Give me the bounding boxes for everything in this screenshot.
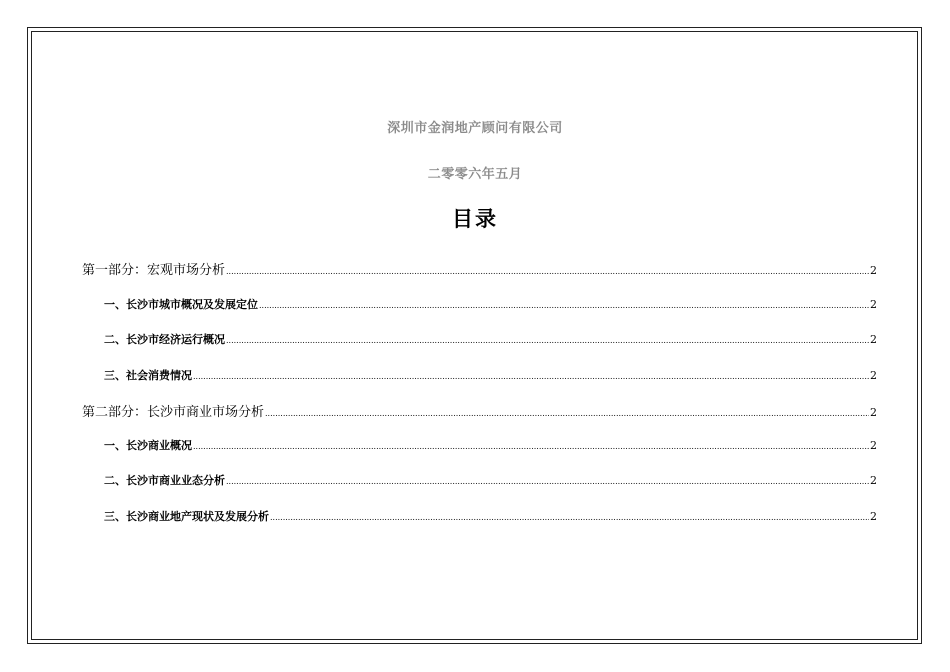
toc-page-number: 2 xyxy=(870,439,877,452)
toc-entry-label: 一、长沙商业概况 xyxy=(104,439,192,452)
toc-page-number: 2 xyxy=(870,298,877,311)
toc-entry-label: 二、长沙市经济运行概况 xyxy=(104,333,225,346)
toc-entry[interactable] xyxy=(82,472,877,488)
toc-entry[interactable] xyxy=(82,367,877,383)
toc-leader-dots xyxy=(193,372,869,381)
toc-page-number: 2 xyxy=(870,406,877,419)
toc-page-number: 2 xyxy=(870,264,877,277)
toc-entry-label: 第二部分：长沙市商业市场分析 xyxy=(82,405,265,420)
toc-leader-dots xyxy=(226,477,869,486)
toc-page-number: 2 xyxy=(870,369,877,382)
toc-leader-dots xyxy=(193,442,869,451)
document-date: 二零零六年五月 xyxy=(427,167,523,182)
toc-entry-label: 一、长沙市城市概况及发展定位 xyxy=(104,298,258,311)
toc-leader-dots xyxy=(226,267,869,276)
toc-leader-dots xyxy=(265,409,869,418)
toc-entry[interactable] xyxy=(82,508,877,524)
toc-entry-label: 第一部分：宏观市场分析 xyxy=(82,263,226,278)
company-name: 深圳市金润地产顾问有限公司 xyxy=(387,121,563,136)
toc-leader-dots xyxy=(259,301,869,310)
toc-entry[interactable] xyxy=(82,437,877,453)
toc-entry[interactable] xyxy=(82,296,877,312)
toc-page-number: 2 xyxy=(870,333,877,346)
toc-leader-dots xyxy=(270,513,869,522)
toc-leader-dots xyxy=(226,336,869,345)
toc-page-number: 2 xyxy=(870,510,877,523)
toc-entry[interactable] xyxy=(82,401,877,420)
toc-entry-label: 三、长沙商业地产现状及发展分析 xyxy=(104,510,269,523)
toc-page-number: 2 xyxy=(870,474,877,487)
toc-heading: 目录 xyxy=(452,206,498,231)
toc-entry[interactable] xyxy=(82,331,877,347)
toc-entry-label: 三、社会消费情况 xyxy=(104,369,192,382)
toc-entry-label: 二、长沙市商业业态分析 xyxy=(104,474,225,487)
toc-entry[interactable] xyxy=(82,259,877,278)
